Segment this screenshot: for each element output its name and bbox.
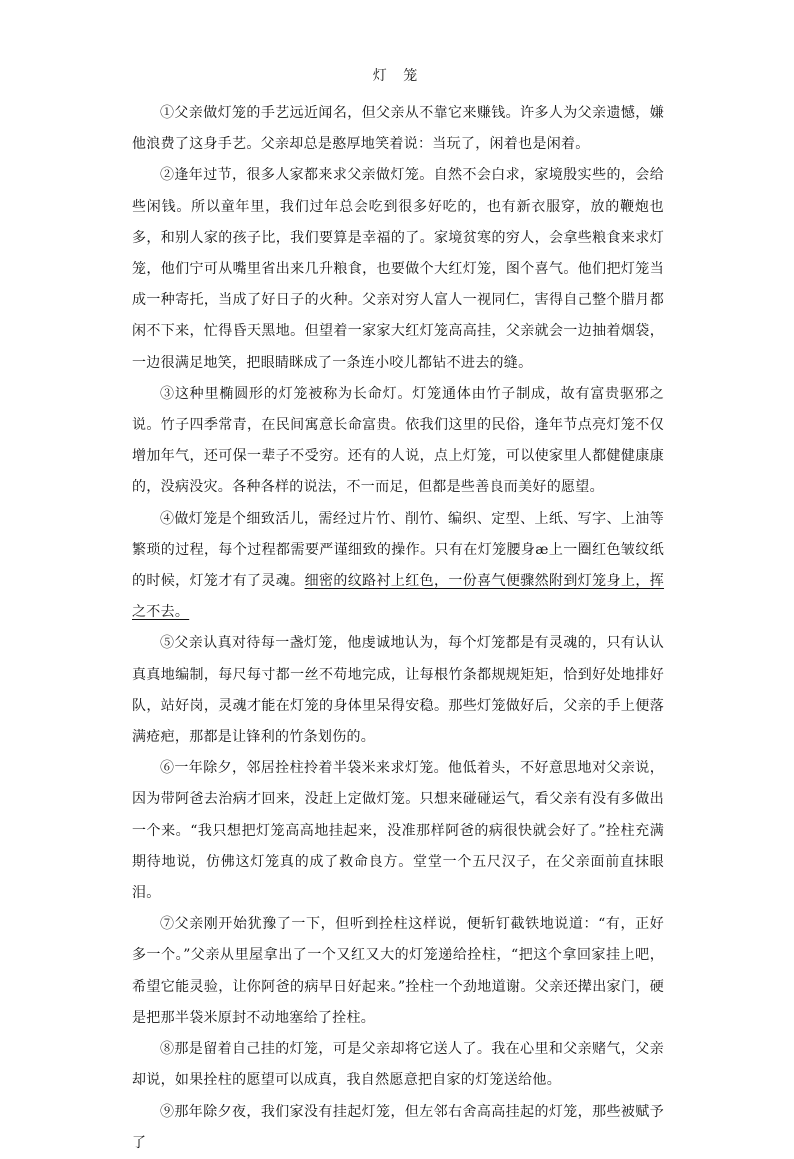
paragraph-text: ④做灯笼是个细致活儿，需经过片竹、削竹、编织、定型、上纸、写字、上油等繁琐的过程，每个过程都需要严谨细致的操作。只有在灯笼腰身æ上一圈红色皱纹纸的时候，灯笼才有了灵魂。 xyxy=(132,510,664,590)
paragraph-8 xyxy=(132,1034,664,1096)
paragraph-text: ⑦父亲刚开始犹豫了一下，但听到拴柱这样说，便斩钉截铁地说道：“有，正好多一个。”父亲从里屋拿出了一个又红又大的灯笼递给拴柱，“把这个拿回家挂上吧，希望它能灵验，让你阿爸的病早日好起来。”拴柱一个劲地道谢。父亲还撵出家门，硬是把那半袋米原封不动地塞给了拴柱。 xyxy=(132,916,664,1026)
paragraph-text: ⑥一年除夕，邻居拴柱拎着半袋米来求灯笼。他低着头，不好意思地对父亲说，因为带阿爸去治病才回来，没赶上定做灯笼。只想来碰碰运气，看父亲有没有多做出一个来。“我只想把灯笼高高地挂起来，没准那样阿爸的病很快就会好了。”拴柱充满期待地说，仿佛这灯笼真的成了救命良方。堂堂一个五尺汉子，在父亲面前直抹眼泪。 xyxy=(132,760,664,902)
paragraph-4 xyxy=(132,504,664,629)
underlined-sentence: 细密的纹路衬上红色，一份喜气便骤然附到灯笼身上，挥之不去。 xyxy=(132,573,665,621)
article-title: 灯 笼 xyxy=(372,68,424,84)
paragraph-7 xyxy=(132,909,664,1034)
paragraph-text: ①父亲做灯笼的手艺远近闻名，但父亲从不靠它来赚钱。许多人为父亲遗憾，嫌他浪费了这身手艺。父亲却总是憨厚地笑着说：当玩了，闲着也是闲着。 xyxy=(132,105,664,153)
article-body xyxy=(132,64,664,1159)
paragraph-2 xyxy=(132,160,664,378)
paragraph-text: ③这种里椭圆形的灯笼被称为长命灯。灯笼通体由竹子制成，故有富贵驱邪之说。竹子四季常青，在民间寓意长命富贵。依我们这里的民俗，逢年节点亮灯笼不仅增加年气，还可保一辈子不受穷。还有的人说，点上灯笼，可以使家里人都健健康康的，没病没灾。各种各样的说法，不一而足，但都是些善良而美好的愿望。 xyxy=(132,385,664,496)
paragraph-1 xyxy=(132,98,664,160)
paragraph-5 xyxy=(132,628,664,753)
paragraph-text: ②逢年过节，很多人家都来求父亲做灯笼。自然不会白求，家境殷实些的，会给些闲钱。所以童年里，我们过年总会吃到很多好吃的，也有新衣服穿，放的鞭炮也多，和别人家的孩子比，我们要算是幸福的了。家境贫寒的穷人，会拿些粮食来求灯笼，他们宁可从嘴里省出来几升粮食，也要做个大红灯笼，图个喜气。他们把灯笼当成一种寄托，当成了好日子的火种。父亲对穷人富人一视同仁，害得自己整个腊月都闲不下来，忙得昏天黑地。但望着一家家大红灯笼高高挂，父亲就会一边抽着烟袋，一边很满足地笑，把眼睛眯成了一条连小咬儿都钻不进去的缝。 xyxy=(132,167,664,371)
paragraph-text: ⑨那年除夕夜，我们家没有挂起灯笼，但左邻右舍高高挂起的灯笼，那些被赋予了 xyxy=(132,1103,664,1151)
paragraph-6 xyxy=(132,753,664,909)
paragraph-text: ⑧那是留着自己挂的灯笼，可是父亲却将它送人了。我在心里和父亲赌气，父亲却说，如果拴柱的愿望可以成真，我自然愿意把自家的灯笼送给他。 xyxy=(132,1041,664,1089)
paragraph-3 xyxy=(132,379,664,504)
paragraph-9 xyxy=(132,1097,664,1159)
paragraph-text: ⑤父亲认真对待每一盏灯笼，他虔诚地认为，每个灯笼都是有灵魂的，只有认认真真地编制，每尺每寸都一丝不苟地完成，让每根竹条都规规矩矩，恰到好处地排好队，站好岗，灵魂才能在灯笼的身体里呆得安稳。那些灯笼做好后，父亲的手上便落满疮疤，那都是让锋利的竹条划伤的。 xyxy=(132,635,664,746)
